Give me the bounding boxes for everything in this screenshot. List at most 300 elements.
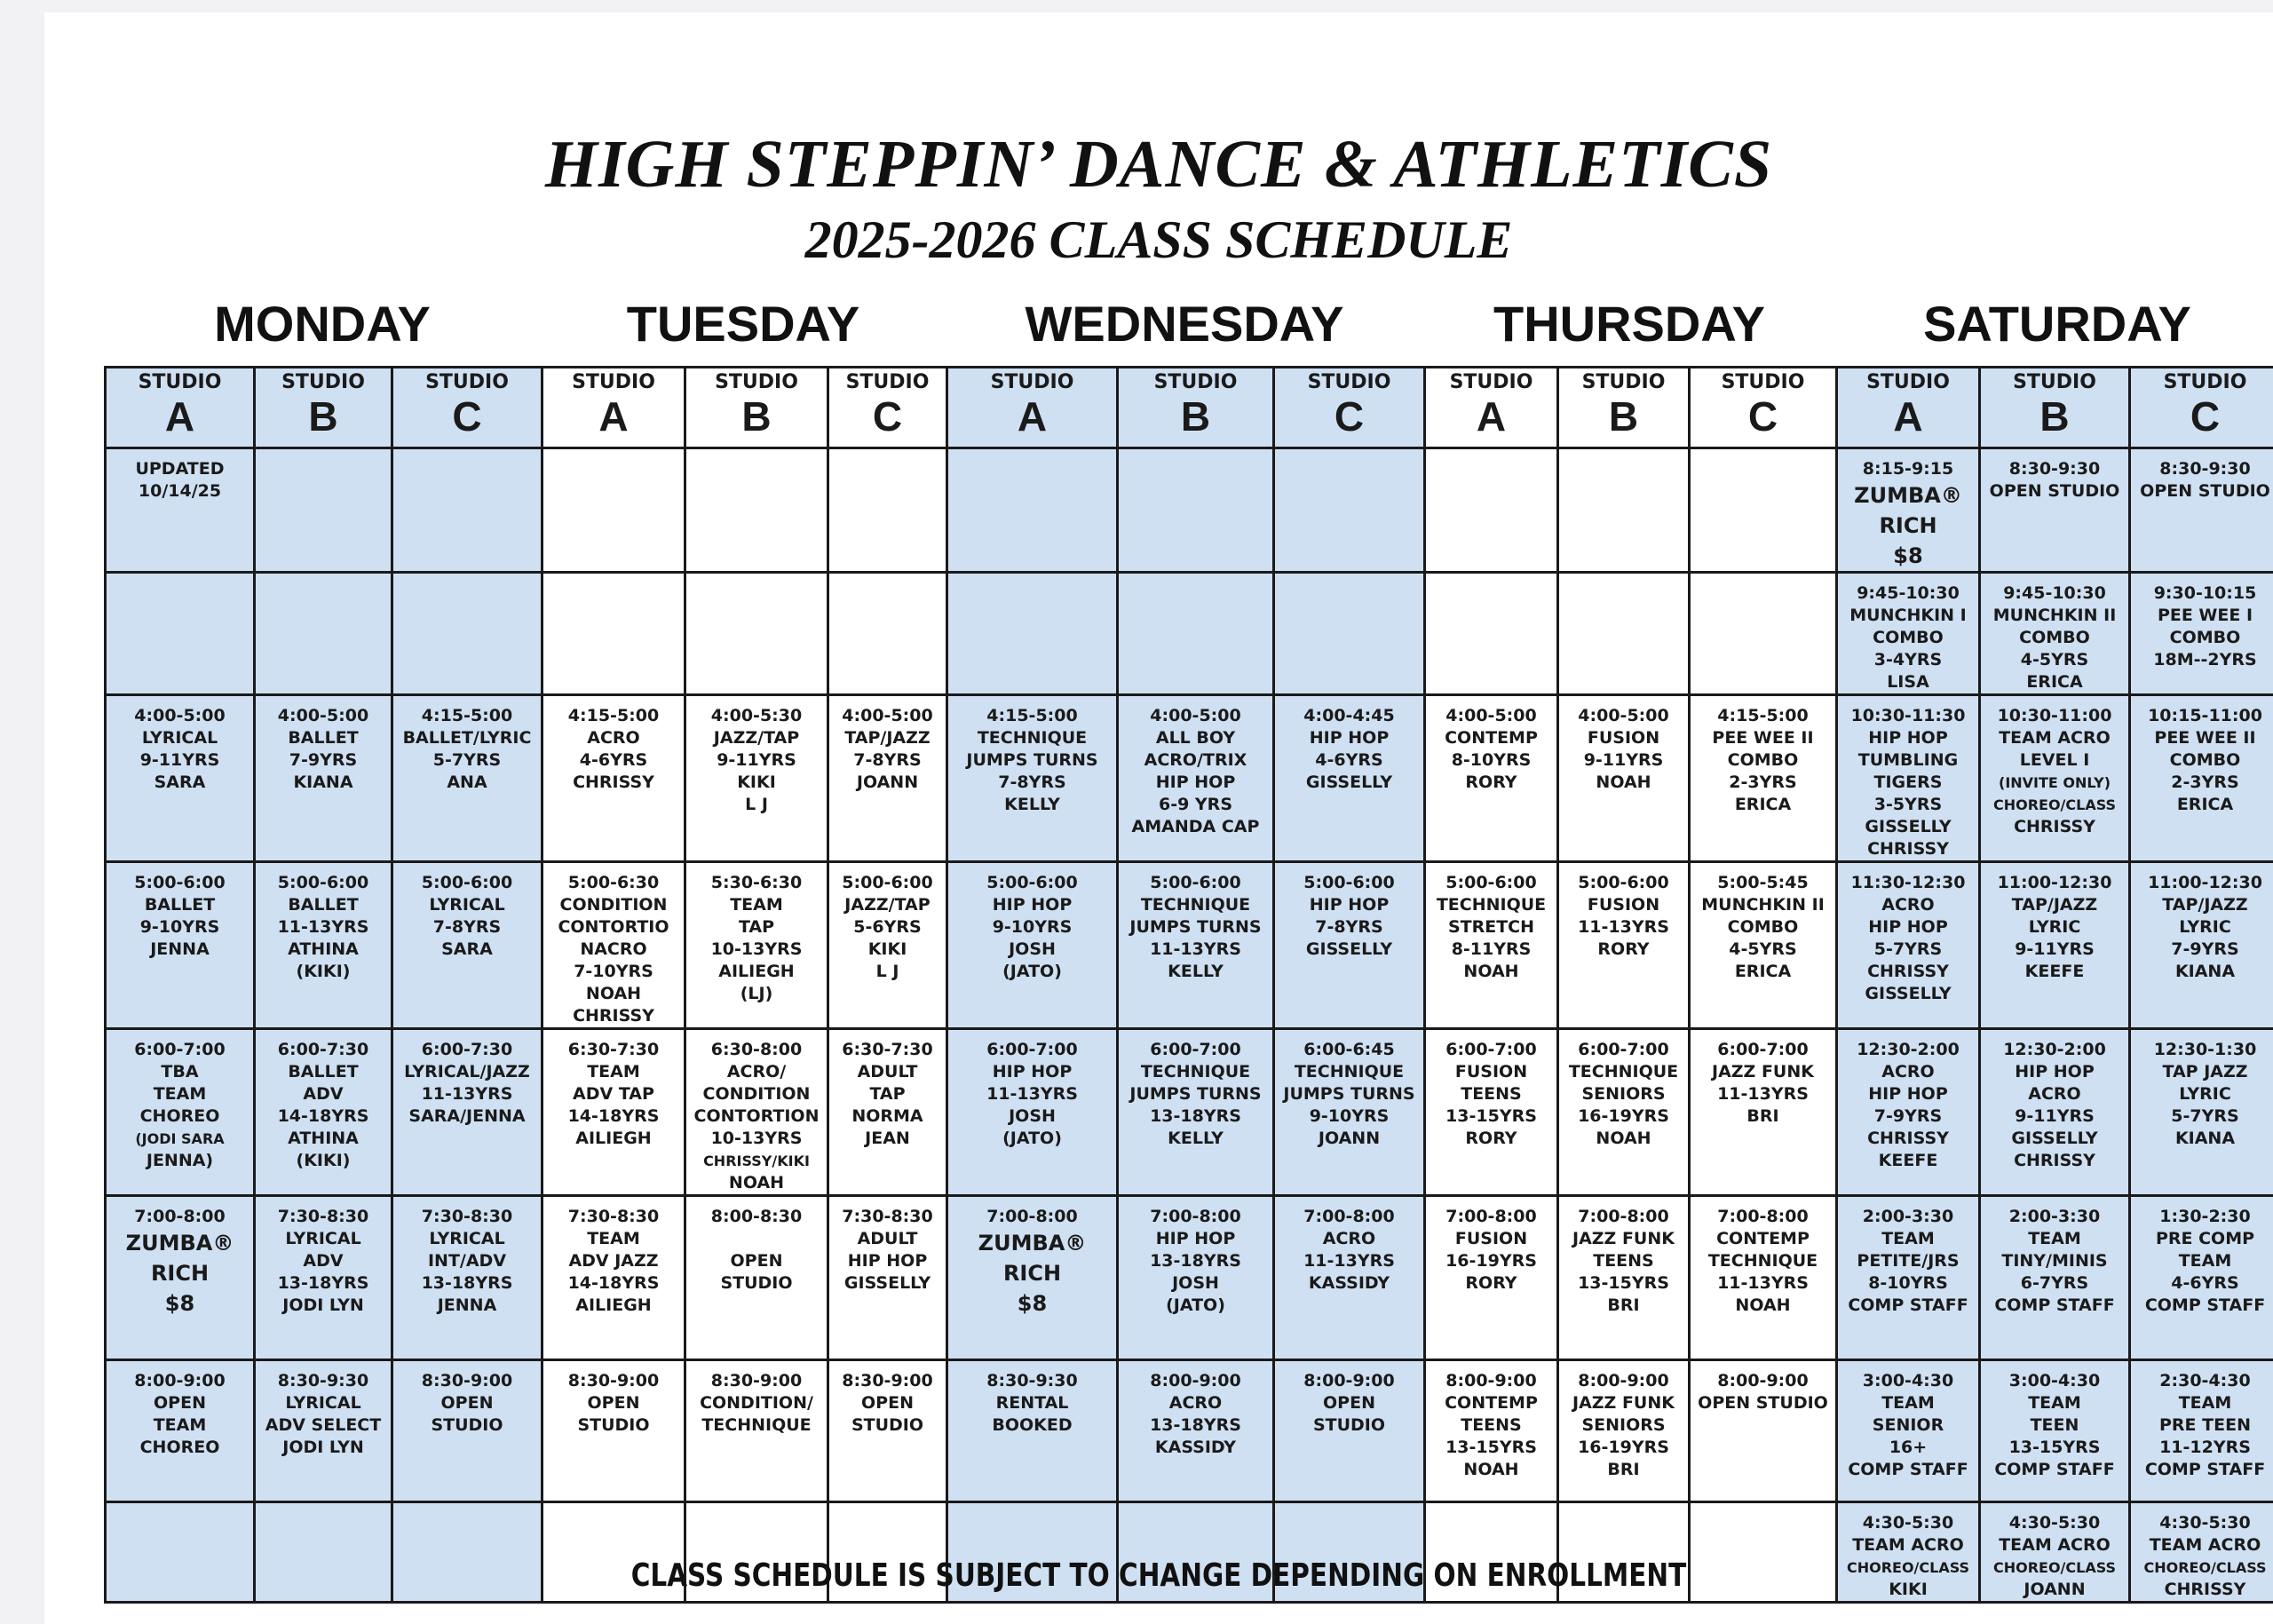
class-line: STUDIO: [431, 1415, 503, 1435]
class-line: TAP: [738, 917, 775, 937]
class-line: 5:00-6:30: [567, 873, 660, 892]
class-line: STUDIO: [1312, 1415, 1386, 1435]
class-line: 4-5YRS: [1729, 939, 1797, 959]
class-line: JAZZ/TAP: [844, 895, 931, 915]
class-cell: [106, 695, 255, 862]
class-line: TEAM: [587, 1229, 640, 1248]
class-line: 9:45-10:30: [1857, 583, 1960, 603]
class-line: 8:30-9:30: [277, 1371, 369, 1390]
class-line: BOOKED: [992, 1415, 1073, 1435]
class-line: 7:30-8:30: [842, 1207, 933, 1226]
class-line: 4:15-5:00: [567, 706, 660, 725]
class-line: TEAM: [2028, 1229, 2081, 1248]
studio-letter: B: [308, 393, 338, 440]
class-line: CONDITION: [702, 1084, 811, 1104]
studio-letter: C: [2190, 393, 2221, 440]
class-line: ACRO: [2028, 1084, 2081, 1104]
class-line: CONTEMP: [1716, 1229, 1810, 1248]
class-line: 13-15YRS: [1445, 1438, 1537, 1457]
class-line: 11-13YRS: [1150, 939, 1241, 959]
class-line: LYRIC: [2179, 1084, 2231, 1104]
studio-letter: B: [2039, 393, 2070, 440]
class-line: 11-13YRS: [277, 917, 369, 937]
class-line: GISSELLY: [1305, 939, 1393, 959]
class-line: CONTORTIO: [558, 917, 669, 937]
class-cell: [828, 1360, 947, 1502]
class-cell: [106, 862, 255, 1029]
class-line: LYRICAL: [285, 1229, 361, 1248]
class-cell: [1558, 862, 1690, 1029]
class-line: 13-18YRS: [1150, 1106, 1241, 1126]
class-line: STUDIO: [577, 1415, 650, 1435]
class-line: CHRISSY/KIKI: [703, 1153, 810, 1169]
class-line: OPEN: [1323, 1393, 1375, 1413]
class-line: 6:30-7:30: [842, 1040, 933, 1059]
class-line: 13-15YRS: [2008, 1438, 2101, 1457]
class-line: BRI: [1746, 1106, 1779, 1126]
class-cell: [392, 448, 543, 573]
class-line: AMANDA CAP: [1131, 817, 1260, 836]
class-cell: [1837, 1196, 1980, 1360]
class-line: $8: [1017, 1291, 1048, 1316]
class-cell: [685, 448, 828, 573]
class-line: JEAN: [865, 1129, 910, 1148]
class-line: JAZZ/TAP: [713, 728, 800, 748]
class-line: ACRO/TRIX: [1144, 750, 1247, 770]
studio-letter: C: [1747, 393, 1778, 440]
class-cell: [2130, 1502, 2273, 1603]
class-line: LYRICAL: [429, 1229, 505, 1248]
studio-letter: A: [1893, 393, 1923, 440]
class-line: FUSION: [1587, 895, 1660, 915]
class-line: 16+: [1889, 1438, 1928, 1457]
class-line: 4:30-5:30: [1862, 1513, 1954, 1533]
class-line: 8:00-9:00: [1445, 1371, 1537, 1390]
class-line: 1:30-2:30: [2159, 1207, 2251, 1226]
class-line: 11-13YRS: [1717, 1084, 1809, 1104]
class-cell: [947, 448, 1118, 573]
class-line: JAZZ FUNK: [1572, 1393, 1675, 1413]
class-line: ACRO: [1881, 1062, 1935, 1081]
class-line: ACRO: [1168, 1393, 1223, 1413]
class-line: 5:00-6:00: [842, 873, 933, 892]
class-line: (JATO): [1002, 962, 1062, 981]
class-line: NOAH: [728, 1173, 785, 1192]
class-line: 7-9YRS: [289, 750, 358, 770]
class-line: 14-18YRS: [567, 1273, 660, 1293]
class-cell: [392, 1360, 543, 1502]
class-line: 8:00-9:00: [134, 1371, 226, 1390]
class-line: BALLET: [288, 1062, 359, 1081]
class-line: CHRISSY: [1867, 1129, 1949, 1148]
class-line: CHRISSY: [1867, 839, 1949, 859]
class-line: 4-6YRS: [1315, 750, 1383, 770]
class-line: LYRIC: [2179, 917, 2231, 937]
studio-header-tuesday-c: [828, 368, 947, 448]
studio-header-tuesday-b: [685, 368, 828, 448]
class-line: $8: [1893, 543, 1923, 568]
class-cell: [1690, 448, 1837, 573]
class-line: JENNA: [150, 939, 210, 959]
class-line: TECHNIQUE: [1294, 1062, 1405, 1081]
class-line: JAZZ FUNK: [1572, 1229, 1675, 1248]
class-line: (JATO): [1002, 1129, 1062, 1148]
class-line: 6:00-7:30: [421, 1040, 513, 1059]
class-line: 7-10YRS: [574, 962, 653, 981]
studio-header-wednesday-c: [1274, 368, 1425, 448]
class-line: FUSION: [1587, 728, 1660, 748]
class-line: OPEN: [154, 1393, 206, 1413]
class-line: OPEN: [587, 1393, 640, 1413]
class-line: ATHINA: [288, 1129, 359, 1148]
class-line: L J: [745, 795, 768, 814]
class-cell: [1837, 862, 1980, 1029]
class-line: 10:30-11:30: [1850, 706, 1966, 725]
class-line: 9-11YRS: [1583, 750, 1664, 770]
class-line: ZUMBA®: [1854, 483, 1962, 508]
class-line: ZUMBA®: [125, 1231, 234, 1256]
class-cell: [1558, 448, 1690, 573]
class-line: JUMPS TURNS: [1283, 1084, 1415, 1104]
studio-letter: A: [598, 393, 629, 440]
studio-header-saturday-a: [1837, 368, 1980, 448]
studio-label: STUDIO: [1153, 371, 1238, 393]
class-cell: [947, 1029, 1118, 1196]
class-line: JOSH: [1009, 939, 1056, 959]
class-cell: [392, 695, 543, 862]
class-line: HIP HOP: [1155, 1229, 1236, 1248]
class-line: 3-5YRS: [1873, 795, 1943, 814]
class-line: GISSELLY: [2011, 1129, 2098, 1148]
class-line: 13-18YRS: [277, 1273, 369, 1293]
class-cell: [1425, 862, 1558, 1029]
class-line: 8-10YRS: [1868, 1273, 1948, 1293]
class-line: TEAM ACRO: [1999, 1535, 2111, 1555]
studio-label: STUDIO: [2013, 371, 2096, 393]
class-line: 13-15YRS: [1445, 1106, 1537, 1126]
class-line: 8:30-9:30: [986, 1371, 1078, 1390]
class-line: GISSELLY: [1305, 772, 1393, 792]
class-line: HIP HOP: [847, 1251, 928, 1271]
class-line: SARA/JENNA: [408, 1106, 526, 1126]
class-line: 6:00-7:00: [1445, 1040, 1537, 1059]
class-line: 10:15-11:00: [2148, 706, 2262, 725]
class-cell: [828, 1196, 947, 1360]
class-line: 14-18YRS: [277, 1106, 369, 1126]
class-line: 7:30-8:30: [421, 1207, 513, 1226]
class-line: 7:30-8:30: [567, 1207, 660, 1226]
class-line: CHOREO/CLASS: [1846, 1559, 1970, 1576]
class-cell: [1425, 1360, 1558, 1502]
class-line: SARA: [154, 772, 206, 792]
class-line: 7:00-8:00: [1578, 1207, 1669, 1226]
class-line: 8:00-9:00: [1717, 1371, 1809, 1390]
class-line: CONTEMP: [1445, 728, 1538, 748]
class-line: 8:30-9:00: [421, 1371, 513, 1390]
class-line: 11-13YRS: [1717, 1273, 1809, 1293]
class-line: OPEN: [730, 1251, 783, 1271]
class-line: MUNCHKIN I: [1849, 606, 1967, 625]
class-line: BALLET: [288, 728, 359, 748]
class-line: 5:00-5:45: [1717, 873, 1809, 892]
class-line: KIKI: [737, 772, 776, 792]
class-line: KIKI: [1889, 1580, 1928, 1599]
class-line: JENNA: [437, 1295, 497, 1315]
class-cell: [2130, 448, 2273, 573]
class-line: CONTORTION: [693, 1106, 820, 1126]
class-line: JUMPS TURNS: [966, 750, 1098, 770]
class-line: 6:00-7:00: [1150, 1040, 1241, 1059]
class-cell: [543, 573, 685, 695]
class-line: 7:00-8:00: [1150, 1207, 1241, 1226]
class-line: 8-10YRS: [1451, 750, 1532, 770]
class-cell: [1837, 573, 1980, 695]
class-line: 8:00-9:00: [1303, 1371, 1395, 1390]
class-line: TAP JAZZ: [2162, 1062, 2248, 1081]
class-line: 6-7YRS: [2020, 1273, 2089, 1293]
class-line: AILIEGH: [575, 1295, 652, 1315]
class-line: 2-3YRS: [2171, 772, 2239, 792]
class-line: 7:30-8:30: [277, 1207, 369, 1226]
class-cell: [1837, 448, 1980, 573]
class-line: 8:00-9:00: [1150, 1371, 1241, 1390]
class-line: TECHNIQUE: [1436, 895, 1547, 915]
class-line: 5:30-6:30: [710, 873, 803, 892]
class-cell: [392, 1029, 543, 1196]
class-line: TEAM: [1881, 1393, 1935, 1413]
class-line: 5:00-6:00: [1578, 873, 1669, 892]
class-line: JOSH: [1172, 1273, 1219, 1293]
class-cell: [1690, 695, 1837, 862]
class-cell: [1690, 1029, 1837, 1196]
class-line: JOANN: [1318, 1129, 1381, 1148]
class-line: PRE COMP: [2155, 1229, 2255, 1248]
class-cell: [106, 448, 255, 573]
class-cell: [543, 448, 685, 573]
class-line: 4:00-5:00: [1445, 706, 1537, 725]
class-cell: [1425, 695, 1558, 862]
class-line: 8:00-9:00: [1578, 1371, 1669, 1390]
studio-letter: B: [741, 393, 772, 440]
class-cell: [106, 1029, 255, 1196]
class-line: TEAM: [730, 895, 783, 915]
class-line: 13-15YRS: [1578, 1273, 1669, 1293]
class-line: KEEFE: [2024, 962, 2085, 981]
class-line: 6-9 YRS: [1158, 795, 1232, 814]
class-cell: [1274, 862, 1425, 1029]
class-line: LYRICAL/JAZZ: [404, 1062, 530, 1081]
class-line: 8:15-9:15: [1862, 459, 1954, 479]
class-line: FUSION: [1454, 1229, 1528, 1248]
class-cell: [1690, 862, 1837, 1029]
class-line: TEAM ACRO: [2149, 1535, 2261, 1555]
class-line: KELLY: [1004, 795, 1060, 814]
class-line: 5:00-6:00: [1445, 873, 1537, 892]
class-line: (JODI SARA: [135, 1130, 225, 1147]
class-line: AILIEGH: [718, 962, 795, 981]
class-line: BRI: [1607, 1460, 1640, 1479]
class-line: CHOREO: [139, 1438, 220, 1457]
class-line: 5:00-6:00: [277, 873, 369, 892]
class-line: COMBO: [1873, 628, 1944, 647]
class-cell: [1837, 1029, 1980, 1196]
class-cell: [543, 695, 685, 862]
class-line: MUNCHKIN II: [1992, 606, 2117, 625]
class-line: 4-5YRS: [2020, 650, 2089, 669]
class-line: 2:30-4:30: [2159, 1371, 2251, 1390]
class-line: 12:30-1:30: [2153, 1040, 2257, 1059]
class-line: COMBO: [2019, 628, 2090, 647]
class-line: 4:30-5:30: [2008, 1513, 2101, 1533]
class-line: HIP HOP: [1309, 895, 1390, 915]
studio-header-row: [106, 368, 2273, 448]
class-line: BALLET: [288, 895, 359, 915]
class-line: TEAM ACRO: [1852, 1535, 1964, 1555]
class-cell: [828, 862, 947, 1029]
class-line: TEENS: [1593, 1251, 1654, 1271]
class-cell: [1118, 862, 1274, 1029]
class-line: 4:00-5:00: [1150, 706, 1241, 725]
class-cell: [1118, 448, 1274, 573]
class-line: ACRO: [1322, 1229, 1376, 1248]
class-cell: [685, 695, 828, 862]
class-line: ACRO: [1881, 895, 1935, 915]
class-line: HIP HOP: [1155, 772, 1236, 792]
class-line: L J: [875, 962, 899, 981]
class-cell: [947, 1360, 1118, 1502]
class-cell: [1980, 862, 2130, 1029]
class-line: JUMPS TURNS: [1129, 917, 1262, 937]
class-line: 3-4YRS: [1873, 650, 1943, 669]
studio-header-monday-c: [392, 368, 543, 448]
class-cell: [685, 1029, 828, 1196]
class-line: (KIKI): [296, 1151, 351, 1170]
class-line: 8:30-9:30: [2159, 459, 2251, 479]
class-line: TEAM: [2178, 1393, 2232, 1413]
studio-label: STUDIO: [281, 371, 365, 393]
class-line: 13-18YRS: [421, 1273, 513, 1293]
class-line: NOAH: [1596, 772, 1651, 792]
time-slot-row: [106, 695, 2273, 862]
class-line: 8:30-9:00: [710, 1371, 803, 1390]
class-cell: [543, 862, 685, 1029]
class-line: TECHNIQUE: [1140, 895, 1251, 915]
class-line: TUMBLING: [1857, 750, 1959, 770]
class-cell: [1980, 1029, 2130, 1196]
class-line: 10-13YRS: [710, 939, 803, 959]
class-line: 6:00-7:00: [1717, 1040, 1809, 1059]
class-line: 5:00-6:00: [1303, 873, 1395, 892]
class-line: 12:30-2:00: [1857, 1040, 1960, 1059]
class-cell: [1425, 1196, 1558, 1360]
class-line: COMP STAFF: [1848, 1460, 1968, 1479]
studio-header-thursday-b: [1558, 368, 1690, 448]
class-line: TAP: [869, 1084, 906, 1104]
class-cell: [1558, 695, 1690, 862]
class-cell: [828, 573, 947, 695]
class-line: 7:00-8:00: [134, 1207, 226, 1226]
studio-letter: A: [1017, 393, 1048, 440]
class-line: RENTAL: [995, 1393, 1069, 1413]
class-line: HIP HOP: [2015, 1062, 2095, 1081]
studio-header-saturday-b: [1980, 368, 2130, 448]
class-line: 9-10YRS: [139, 917, 220, 937]
class-line: 6:30-7:30: [567, 1040, 660, 1059]
class-line: 7:00-8:00: [1303, 1207, 1395, 1226]
class-line: ADV TAP: [573, 1084, 654, 1104]
class-line: 7-9YRS: [2171, 939, 2239, 959]
class-cell: [828, 1029, 947, 1196]
class-line: 3:00-4:30: [1862, 1371, 1954, 1390]
studio-label: STUDIO: [990, 371, 1074, 393]
class-line: 7-8YRS: [998, 772, 1066, 792]
class-line: STRETCH: [1447, 917, 1535, 937]
studio-header-thursday-a: [1425, 368, 1558, 448]
class-line: AILIEGH: [575, 1129, 652, 1148]
class-cell: [106, 1502, 255, 1603]
class-line: LYRICAL: [141, 728, 218, 748]
class-line: ADULT: [857, 1062, 918, 1081]
class-line: JODI LYN: [282, 1295, 364, 1315]
class-line: 11-13YRS: [986, 1084, 1078, 1104]
class-line: JODI LYN: [282, 1438, 364, 1457]
class-line: JAZZ FUNK: [1712, 1062, 1814, 1081]
day-wednesday: WEDNESDAY: [1025, 296, 1344, 352]
class-line: LYRIC: [2028, 917, 2081, 937]
day-saturday: SATURDAY: [1923, 296, 2191, 352]
day-tuesday: TUESDAY: [626, 296, 860, 352]
studio-label: STUDIO: [1449, 371, 1533, 393]
day-headers: [104, 292, 2273, 356]
studio-header-thursday-c: [1690, 368, 1837, 448]
class-line: ADV SELECT: [265, 1415, 382, 1435]
class-line: 2:00-3:30: [2008, 1207, 2101, 1226]
class-line: CHOREO/CLASS: [1992, 796, 2117, 813]
class-line: BALLET/LYRIC: [402, 728, 532, 748]
class-line: TEAM: [153, 1415, 207, 1435]
class-line: (KIKI): [296, 962, 351, 981]
class-cell: [1118, 695, 1274, 862]
class-cell: [1558, 573, 1690, 695]
class-cell: [255, 862, 392, 1029]
class-cell: [255, 1360, 392, 1502]
class-line: 12:30-2:00: [2003, 1040, 2106, 1059]
class-cell: [1980, 695, 2130, 862]
class-line: CHOREO/CLASS: [1992, 1559, 2117, 1576]
schedule-table: [104, 366, 2273, 1604]
class-line: 16-19YRS: [1578, 1438, 1669, 1457]
class-line: CHRISSY: [2014, 817, 2095, 836]
class-cell: [1274, 448, 1425, 573]
class-line: KELLY: [1168, 962, 1224, 981]
class-line: 7-8YRS: [1315, 917, 1383, 937]
class-cell: [1690, 1360, 1837, 1502]
class-cell: [106, 1196, 255, 1360]
class-line: TECHNIQUE: [1707, 1251, 1818, 1271]
class-line: JENNA): [146, 1151, 214, 1170]
class-cell: [2130, 1196, 2273, 1360]
class-line: BRI: [1607, 1295, 1640, 1315]
page-subtitle: 2025-2026 CLASS SCHEDULE: [804, 210, 1513, 269]
class-cell: [1274, 1360, 1425, 1502]
class-line: 5:00-6:00: [421, 873, 513, 892]
class-line: 3:00-4:30: [2008, 1371, 2101, 1390]
class-line: COMP STAFF: [2144, 1295, 2266, 1315]
class-cell: [543, 1196, 685, 1360]
class-line: COMP STAFF: [1848, 1295, 1968, 1315]
class-cell: [1118, 1196, 1274, 1360]
class-line: 6:00-6:45: [1303, 1040, 1395, 1059]
